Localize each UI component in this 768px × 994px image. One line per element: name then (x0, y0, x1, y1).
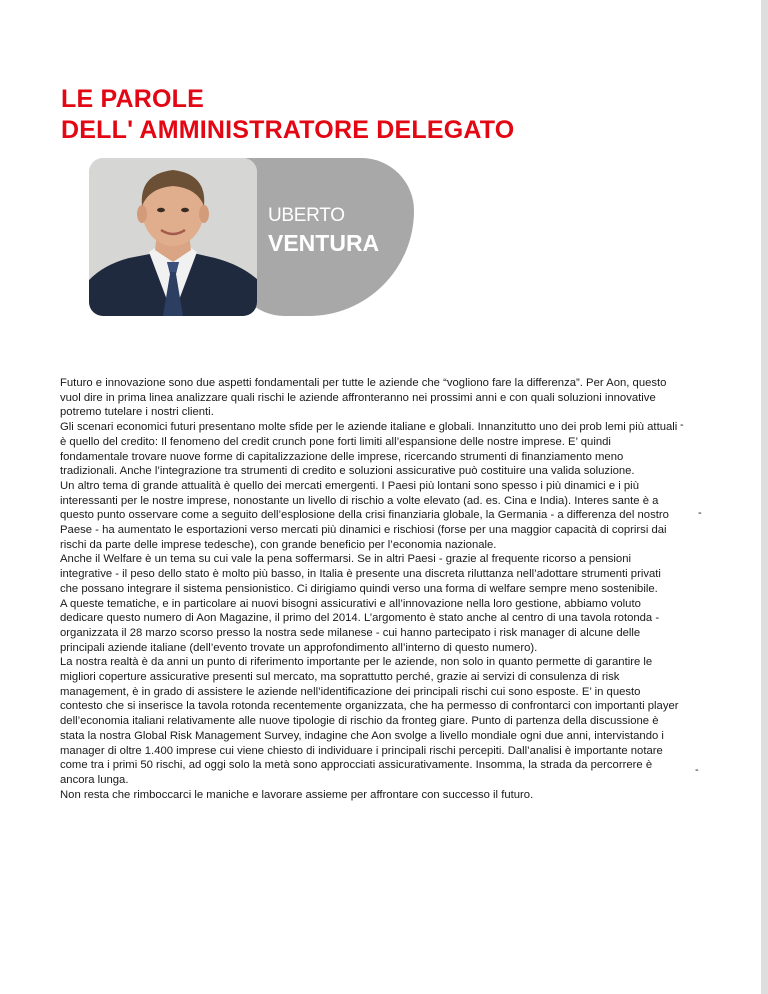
person-last-name: VENTURA (268, 230, 380, 256)
paragraph-6: La nostra realtà è da anni un punto di riferimento importante per le aziende, non solo in quanto permette di garantire le migliori coperture assicurative presenti sul mercato, ma soprattutto perché, grazie ai servizi di consulenza di risk management, è in grado di assistere le aziende nell’identificazione dei principali rischi cui sono esposte. E’ in questo contesto che si inserisce la tavola rotonda recentemente organizzata, che ha permesso di confrontarci con importanti player dell’economia italiani relativamente alle nuove tipologie di rischio da fronteg giare. Punto di partenza della discussione è stata la nostra Global Risk Management Survey, indagine che Aon svolge a livello mondiale ogni due anni, intervistando i manager di oltre 1.400 imprese cui viene chiesto di individuare i principali rischi percepiti. Dall’analisi è importante notare come tra i primi 50 rischi, ad oggi solo la metà sono approcciati assicurativamente. Insomma, la strada da percorrere è ancora lunga. (60, 656, 679, 786)
portrait-photo (89, 158, 257, 316)
paragraph-4: Anche il Welfare è un tema su cui vale la pena soffermarsi. Se in altri Paesi - grazie al frequente ricorso a pensioni integrative - il peso dello stato è molto più basso, in Italia è presente una discreta riluttanza nell’adottare strumenti privati che possano integrare il sistema pensionistico. Ci dirigiamo quindi verso una forma di welfare sempre meno sostenibile. (60, 553, 661, 595)
page-edge (761, 0, 768, 994)
paragraph-7: Non resta che rimboccarci le maniche e lavorare assieme per affrontare con successo il futuro. (60, 788, 534, 801)
hyphen-mark: - (695, 764, 699, 776)
paragraph-1: Futuro e innovazione sono due aspetti fondamentali per tutte le aziende che “vogliono fare la differenza”. Per Aon, questo vuol dire in prima linea analizzare quali rischi le aziende affronteranno nei prossimi anni e con quali soluzioni innovative potremo tutelare i nostri clienti. (60, 377, 667, 419)
page-title (61, 84, 514, 146)
title-line-2: DELL' AMMINISTRATORE DELEGATO (61, 116, 515, 144)
hyphen-mark: - (680, 419, 684, 431)
paragraph-5: A queste tematiche, e in particolare ai nuovi bisogni assicurativi e all’innovazione nella loro gestione, abbiamo voluto dedicare questo numero di Aon Magazine, il primo del 2014. L’argomento è stato anche al centro di una tavola rotonda - organizzata il 28 marzo scorso presso la nostra sede milanese - cui hanno partecipato i risk manager di alcune delle principali aziende italiane (dell’evento trovate un approfondimento all’interno di questo numero). (60, 597, 660, 654)
portrait-illustration (89, 158, 257, 316)
hyphen-mark: - (698, 507, 702, 519)
paragraph-3: Un altro tema di grande attualità è quello dei mercati emergenti. I Paesi più lontani sono spesso i più dinamici e i più interessanti per le nostre imprese, nonostante un livello di rischio a volte elevato (ad. es. Cina e India). Interes sante è a questo punto osservare come a seguito dell’esplosione della crisi finanziaria globale, la Germania - a differenza del nostro Paese - ha aumentato le esportazioni verso mercati più dinamici e rischiosi (forse per una maggior capacità di coprirsi dai rischi da parte delle imprese tedesche), con grande beneficio per l’economia nazionale. (60, 479, 669, 551)
person-first-name: UBERTO (268, 205, 345, 226)
editorial-body (60, 376, 680, 802)
paragraph-2: Gli scenari economici futuri presentano molte sfide per le aziende italiane e globali. Innanzitutto uno dei prob lemi più attuali è quello del credito: Il fenomeno del credit crunch pone forti limiti all’espansione delle nostre imprese. E’ quindi fondamentale trovare nuove forme di capitalizzazione delle imprese, ricercando strumenti di finanziamento meno tradizionali. Anche l’integrazione tra strumenti di credito e soluzioni assicurative può costituire una valida soluzione. (60, 421, 678, 478)
title-line-1: LE PAROLE (61, 85, 205, 113)
